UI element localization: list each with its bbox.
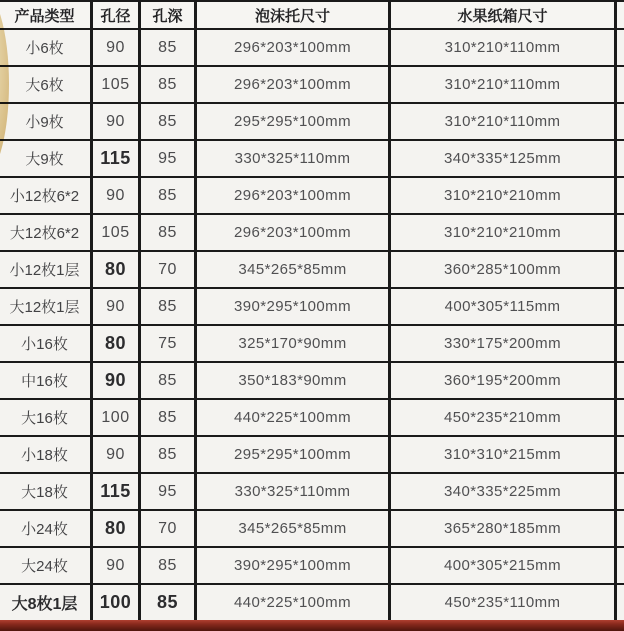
- cell-hole-diameter: 90: [92, 362, 140, 399]
- cell-hole-diameter: 100: [92, 399, 140, 436]
- table-header-row: [0, 1, 624, 29]
- cell-hole-depth: 95: [140, 473, 196, 510]
- cell-foam-size: 345*265*85mm: [196, 510, 390, 547]
- cell-edge: [616, 473, 624, 510]
- cell-product: 小12枚1层: [0, 251, 92, 288]
- table-row: [0, 140, 624, 177]
- table-row: [0, 510, 624, 547]
- table-row: [0, 66, 624, 103]
- cell-carton-size: 310*210*210mm: [390, 177, 616, 214]
- cell-hole-depth: 85: [140, 103, 196, 140]
- cell-foam-size: 390*295*100mm: [196, 547, 390, 584]
- cell-hole-depth: 95: [140, 140, 196, 177]
- cell-edge: [616, 177, 624, 214]
- cell-hole-diameter: 115: [92, 473, 140, 510]
- table-row: [0, 214, 624, 251]
- cell-hole-depth: 85: [140, 584, 196, 621]
- spec-table-body: [0, 29, 624, 621]
- cell-product: 小24枚: [0, 510, 92, 547]
- cell-product: 大12枚6*2: [0, 214, 92, 251]
- cell-edge: [616, 140, 624, 177]
- cell-foam-size: 295*295*100mm: [196, 103, 390, 140]
- cell-foam-size: 390*295*100mm: [196, 288, 390, 325]
- cell-foam-size: 325*170*90mm: [196, 325, 390, 362]
- cell-edge: [616, 251, 624, 288]
- cell-product: 大18枚: [0, 473, 92, 510]
- table-row: [0, 473, 624, 510]
- header-hole-diameter: 孔径: [92, 1, 140, 29]
- cell-product: 大8枚1层: [0, 584, 92, 621]
- cell-edge: [616, 103, 624, 140]
- cell-edge: [616, 288, 624, 325]
- cell-product: 大24枚: [0, 547, 92, 584]
- table-row: [0, 436, 624, 473]
- cell-hole-diameter: 100: [92, 584, 140, 621]
- cell-product: 小9枚: [0, 103, 92, 140]
- cell-carton-size: 340*335*125mm: [390, 140, 616, 177]
- cell-hole-diameter: 90: [92, 103, 140, 140]
- cell-hole-diameter: 80: [92, 251, 140, 288]
- cell-foam-size: 296*203*100mm: [196, 29, 390, 66]
- header-foam-tray-size: 泡沫托尺寸: [196, 1, 390, 29]
- cell-carton-size: 360*285*100mm: [390, 251, 616, 288]
- cell-foam-size: 345*265*85mm: [196, 251, 390, 288]
- table-row: [0, 103, 624, 140]
- cell-foam-size: 296*203*100mm: [196, 66, 390, 103]
- red-border-bar: [0, 620, 624, 631]
- cell-hole-diameter: 80: [92, 510, 140, 547]
- cell-edge: [616, 547, 624, 584]
- cell-edge: [616, 29, 624, 66]
- cell-edge: [616, 584, 624, 621]
- cell-product: 小12枚6*2: [0, 177, 92, 214]
- cell-edge: [616, 325, 624, 362]
- cell-product: 大12枚1层: [0, 288, 92, 325]
- header-carton-size: 水果纸箱尺寸: [390, 1, 616, 29]
- cell-carton-size: 360*195*200mm: [390, 362, 616, 399]
- cell-hole-diameter: 90: [92, 547, 140, 584]
- cell-foam-size: 330*325*110mm: [196, 140, 390, 177]
- cell-product: 大6枚: [0, 66, 92, 103]
- cell-carton-size: 400*305*115mm: [390, 288, 616, 325]
- cell-edge: [616, 66, 624, 103]
- cell-hole-diameter: 115: [92, 140, 140, 177]
- cell-foam-size: 296*203*100mm: [196, 214, 390, 251]
- cell-foam-size: 440*225*100mm: [196, 584, 390, 621]
- cell-foam-size: 330*325*110mm: [196, 473, 390, 510]
- table-row: [0, 584, 624, 621]
- cell-edge: [616, 214, 624, 251]
- header-hole-depth: 孔深: [140, 1, 196, 29]
- cell-carton-size: 310*210*110mm: [390, 103, 616, 140]
- cell-foam-size: 296*203*100mm: [196, 177, 390, 214]
- cell-carton-size: 400*305*215mm: [390, 547, 616, 584]
- cell-edge: [616, 362, 624, 399]
- table-row: [0, 362, 624, 399]
- cell-hole-depth: 70: [140, 510, 196, 547]
- cell-carton-size: 330*175*200mm: [390, 325, 616, 362]
- cell-carton-size: 450*235*110mm: [390, 584, 616, 621]
- cell-carton-size: 340*335*225mm: [390, 473, 616, 510]
- cell-edge: [616, 510, 624, 547]
- cell-product: 中16枚: [0, 362, 92, 399]
- cell-hole-diameter: 90: [92, 288, 140, 325]
- header-product-type: 产品类型: [0, 1, 92, 29]
- cell-hole-diameter: 105: [92, 214, 140, 251]
- cell-carton-size: 450*235*210mm: [390, 399, 616, 436]
- cell-hole-depth: 85: [140, 362, 196, 399]
- cell-carton-size: 310*310*215mm: [390, 436, 616, 473]
- cell-edge: [616, 436, 624, 473]
- cell-foam-size: 350*183*90mm: [196, 362, 390, 399]
- cell-product: 大9枚: [0, 140, 92, 177]
- cell-foam-size: 440*225*100mm: [196, 399, 390, 436]
- cell-foam-size: 295*295*100mm: [196, 436, 390, 473]
- table-row: [0, 547, 624, 584]
- table-row: [0, 29, 624, 66]
- cell-carton-size: 310*210*210mm: [390, 214, 616, 251]
- cell-hole-depth: 70: [140, 251, 196, 288]
- header-edge-column: [616, 1, 624, 29]
- cell-product: 小6枚: [0, 29, 92, 66]
- cell-hole-depth: 85: [140, 436, 196, 473]
- cell-hole-depth: 85: [140, 29, 196, 66]
- cell-product: 小18枚: [0, 436, 92, 473]
- table-row: [0, 177, 624, 214]
- cell-product: 小16枚: [0, 325, 92, 362]
- cell-hole-depth: 85: [140, 547, 196, 584]
- table-row: [0, 251, 624, 288]
- cell-hole-diameter: 90: [92, 29, 140, 66]
- table-row: [0, 325, 624, 362]
- cell-hole-depth: 85: [140, 288, 196, 325]
- cell-hole-diameter: 105: [92, 66, 140, 103]
- cell-hole-diameter: 90: [92, 436, 140, 473]
- cell-carton-size: 310*210*110mm: [390, 66, 616, 103]
- cell-carton-size: 365*280*185mm: [390, 510, 616, 547]
- cell-hole-depth: 75: [140, 325, 196, 362]
- cell-hole-depth: 85: [140, 214, 196, 251]
- cell-product: 大16枚: [0, 399, 92, 436]
- cell-hole-depth: 85: [140, 399, 196, 436]
- cell-carton-size: 310*210*110mm: [390, 29, 616, 66]
- cell-hole-diameter: 80: [92, 325, 140, 362]
- table-row: [0, 288, 624, 325]
- cell-hole-depth: 85: [140, 177, 196, 214]
- table-row: [0, 399, 624, 436]
- cell-hole-diameter: 90: [92, 177, 140, 214]
- cell-edge: [616, 399, 624, 436]
- cell-hole-depth: 85: [140, 66, 196, 103]
